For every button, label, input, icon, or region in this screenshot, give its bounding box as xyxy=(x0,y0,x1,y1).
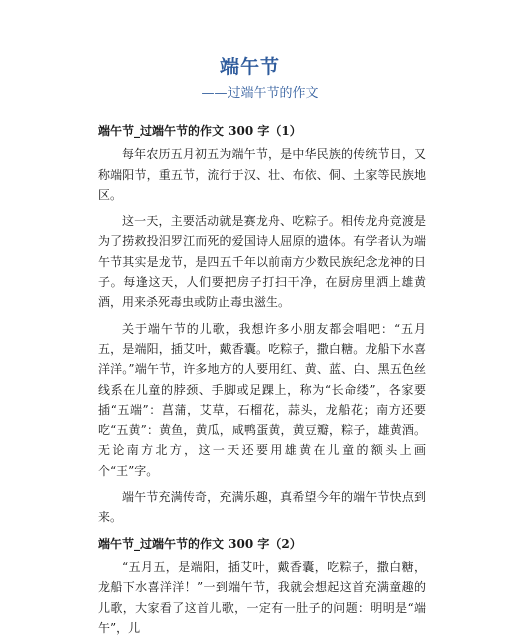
document-body xyxy=(98,121,426,644)
paragraph: 端午节充满传奇，充满乐趣，真希望今年的端午节快点到来。 xyxy=(98,490,426,525)
document-title: 端午节 xyxy=(219,56,280,78)
paragraph: “五月五，是端阳，插艾叶，戴香囊，吃粽子，撒白糖，龙船下水喜洋洋！”一到端午节，我就会想起这首充满童趣的儿歌，大家看了这首儿歌，一定有一肚子的问题：明明是“端午”，儿 xyxy=(98,559,426,635)
paragraph: 这一天，主要活动就是赛龙舟、吃粽子。相传龙舟竞渡是为了捞救投汨罗江而死的爱国诗人屈原的遗体。有学者认为端午节其实是龙节，是四五千年以前南方少数民族纪念龙神的日子。每逢这天，人们要把房子打扫干净，在厨房里洒上雄黄酒，用来杀死毒虫或防止毒虫滋生。 xyxy=(98,214,426,310)
section-heading: 端午节_过端午节的作文 300 字（1） xyxy=(98,124,302,138)
section-heading: 端午节_过端午节的作文 300 字（2） xyxy=(98,536,302,551)
paragraph: 每年农历五月初五为端午节，是中华民族的传统节日，又称端阳节，重五节，流行于汉、壮、布依、侗、土家等民族地区。 xyxy=(98,147,426,202)
paragraph: 关于端午节的儿歌，我想许多小朋友都会唱吧：“五月五，是端阳，插艾叶，戴香囊。吃粽子，撒白糖。龙船下水喜洋洋。”端午节，许多地方的人要用红、黄、蓝、白、黑五色丝线系在儿童的脖颈、手脚或足踝上，称为“长命缕”，各家要插“五端”：菖蒲，艾草，石榴花，蒜头，龙船花；南方还要吃“五黄”：黄鱼，黄瓜，咸鸭蛋黄，黄豆瓣，粽子，雄黄酒。无论南方北方，这一天还要用雄黄在儿童的额头上画个“王”字。 xyxy=(98,321,426,478)
document-subtitle: ——过端午节的作文 xyxy=(201,86,319,101)
